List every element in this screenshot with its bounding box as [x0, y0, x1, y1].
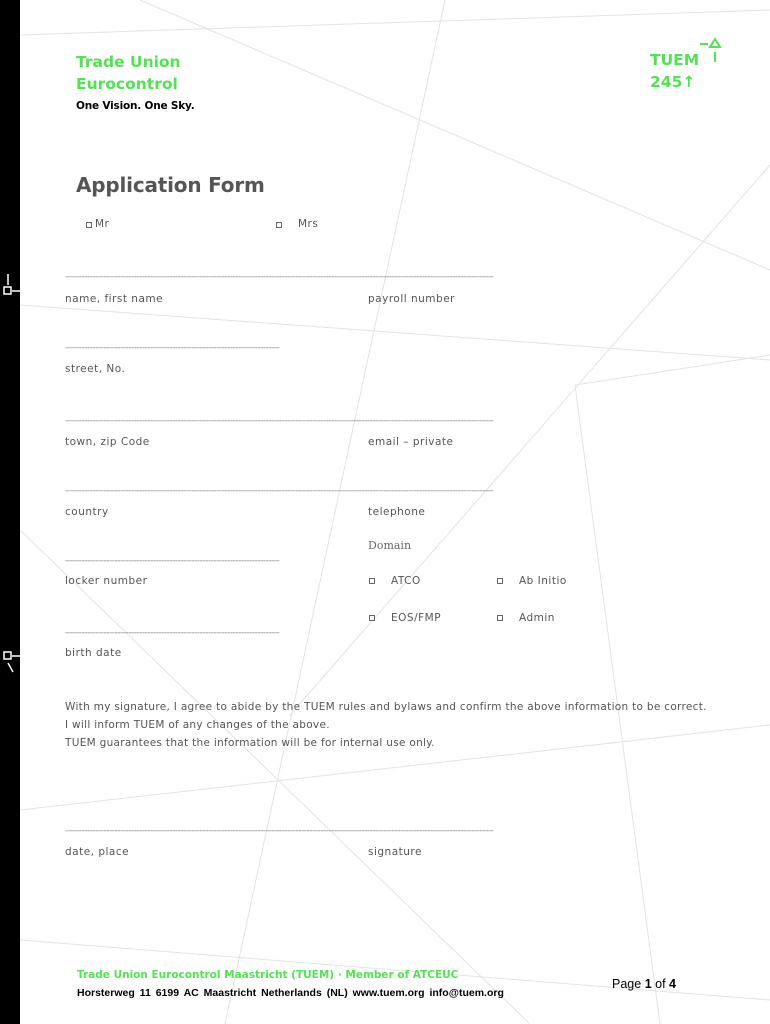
payroll-field-line[interactable]: ------------------------------------------------------------------------------ — [279, 272, 494, 282]
birth-date-field-line[interactable]: ------------------------------------------------------------------------------ — [65, 628, 280, 638]
page-of: of — [655, 977, 666, 991]
label-signature: signature — [368, 846, 422, 858]
brand-name-line2: Eurocontrol — [76, 75, 178, 93]
label-street: street, No. — [65, 363, 126, 375]
brand-name-line1: Trade Union — [76, 53, 181, 71]
locker-field-line[interactable]: ------------------------------------------------------------------------------ — [65, 556, 280, 566]
label-eos-fmp: EOS/FMP — [391, 612, 442, 624]
checkbox-ab-initio[interactable] — [497, 578, 503, 584]
telephone-field-line[interactable]: ------------------------------------------------------------------------------ — [279, 486, 494, 496]
date-place-field-line[interactable]: ------------------------------------------------------------------------------ — [65, 826, 280, 836]
signature-field-line[interactable]: ------------------------------------------------------------------------------ — [279, 826, 494, 836]
brand-tagline: One Vision. One Sky. — [76, 100, 195, 112]
footer — [77, 969, 504, 999]
page-total: 4 — [669, 977, 676, 991]
label-mrs: Mrs — [298, 218, 319, 230]
triangle-arrow-icon — [698, 38, 722, 64]
email-field-line[interactable]: ------------------------------------------------------------------------------ — [279, 416, 494, 426]
label-town: town, zip Code — [65, 436, 150, 448]
page-prefix: Page — [612, 977, 642, 991]
checkbox-mr[interactable] — [86, 222, 92, 228]
label-email: email – private — [368, 436, 454, 448]
page-number — [612, 977, 676, 991]
square-marker-icon — [0, 272, 20, 302]
town-field-line[interactable]: ------------------------------------------------------------------------------ — [65, 416, 280, 426]
label-payroll: payroll number — [368, 293, 455, 305]
checkbox-atco[interactable] — [369, 578, 375, 584]
country-field-line[interactable]: ------------------------------------------------------------------------------ — [65, 486, 280, 496]
name-field-line[interactable]: ------------------------------------------------------------------------------ — [65, 272, 280, 282]
tuem-logo — [650, 38, 730, 98]
label-ab-initio: Ab Initio — [519, 575, 567, 587]
consent-line-1: With my signature, I agree to abide by the TUEM rules and bylaws and confirm the above information to be correct. — [65, 701, 707, 713]
label-mr: Mr — [95, 218, 110, 230]
label-atco: ATCO — [391, 575, 421, 587]
label-name: name, first name — [65, 293, 164, 305]
checkbox-eos-fmp[interactable] — [369, 615, 375, 621]
side-bar — [0, 0, 20, 1024]
label-country: country — [65, 506, 109, 518]
footer-address: Horsterweg 11 6199 AC Maastricht Netherlands (NL) www.tuem.org info@tuem.org — [77, 987, 504, 999]
consent-line-3: TUEM guarantees that the information will be for internal use only. — [65, 737, 435, 749]
logo-text-245: 245↑ — [650, 73, 696, 91]
square-marker-icon — [0, 648, 20, 678]
form-title: Application Form — [76, 173, 265, 197]
checkbox-mrs[interactable] — [276, 222, 282, 228]
street-field-line[interactable]: ------------------------------------------------------------------------------ — [65, 343, 280, 353]
domain-title: Domain — [368, 539, 412, 552]
logo-text-tuem: TUEM — [650, 51, 700, 69]
brand — [76, 51, 195, 112]
label-date-place: date, place — [65, 846, 130, 858]
footer-organisation: Trade Union Eurocontrol Maastricht (TUEM) · Member of ATCEUC — [77, 969, 459, 981]
label-locker: locker number — [65, 575, 148, 587]
checkbox-admin[interactable] — [497, 615, 503, 621]
consent-line-2: I will inform TUEM of any changes of the above. — [65, 719, 330, 731]
label-birth-date: birth date — [65, 647, 122, 659]
page-current: 1 — [644, 977, 652, 991]
label-admin: Admin — [519, 612, 555, 624]
label-telephone: telephone — [368, 506, 426, 518]
